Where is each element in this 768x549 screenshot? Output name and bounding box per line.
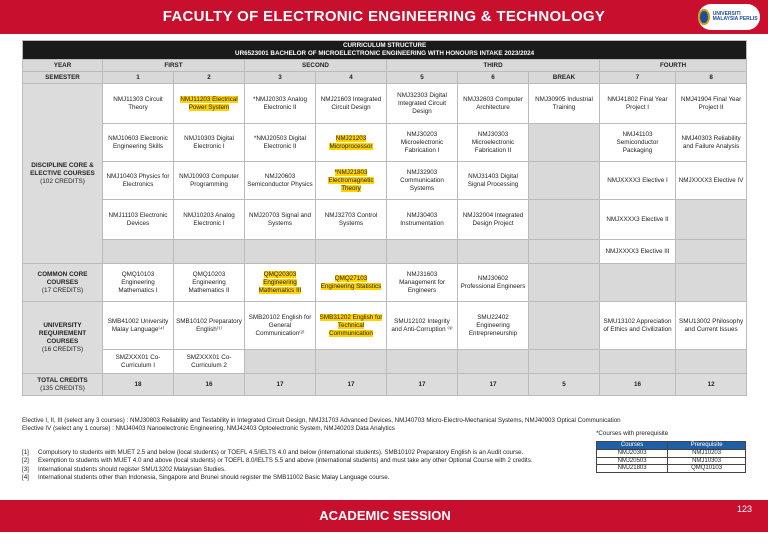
course-cell: NMJ10203 Analog Electronic I: [174, 200, 245, 240]
course-highlight-text: NMJ11203 Electrical Power System: [180, 95, 238, 111]
course-cell: *NMJ20503 Digital Electronic II: [245, 124, 316, 162]
course-cell: NMJ41103 Semiconductor Packaging: [600, 124, 676, 162]
footnote-number: [4]: [22, 474, 29, 482]
course-cell: NMJ20703 Signal and Systems: [245, 200, 316, 240]
category-credits: (102 CREDITS): [40, 177, 85, 185]
total-value: 17: [458, 374, 529, 396]
total-value: 17: [316, 374, 387, 396]
prereq-row: [597, 457, 746, 465]
course-cell: SMZXXX01 Co-Curriculum I: [103, 350, 174, 374]
table-row: [23, 162, 747, 200]
faculty-title: FACULTY OF ELECTRONIC ENGINEERING & TECHNOLOGY: [162, 8, 606, 25]
empty-cell: [529, 350, 600, 374]
course-cell: NMJ32703 Control Systems: [316, 200, 387, 240]
year-row: [23, 60, 747, 72]
course-highlight-text: *NMJ21803 Electromagnetic Theory: [328, 168, 374, 192]
course-cell: NMJ10303 Digital Electronic I: [174, 124, 245, 162]
course-cell: *NMJ20303 Analog Electronic II: [245, 84, 316, 124]
footnote: [22, 457, 582, 465]
category-university: [23, 302, 103, 374]
footnote-number: [3]: [22, 465, 29, 473]
semester-8: 8: [676, 72, 747, 84]
footnote: [22, 449, 582, 457]
prerequisite-caption: *Courses with prerequisite: [596, 430, 669, 437]
prerequisite-table: [596, 441, 746, 473]
empty-cell: [676, 350, 747, 374]
category-credits: (17 CREDITS): [41, 286, 84, 294]
course-cell-highlighted: [316, 124, 387, 162]
total-row: [23, 374, 747, 396]
empty-cell: [676, 200, 747, 240]
year-first: FIRST: [103, 60, 245, 72]
footnote-text: Exemption to students with MUET 4.0 and above (local students) or TOEFL 8.0/IELTS 5.5 and above (international students) and must take any other Optional Course with 2 credits.: [38, 457, 533, 465]
course-cell: SMB20102 English for General Communication⁽²⁾: [245, 302, 316, 350]
empty-cell: [458, 240, 529, 264]
course-cell: QMQ10103 Engineering Mathematics I: [103, 264, 174, 302]
course-cell-highlighted: [245, 264, 316, 302]
footnote-number: [2]: [22, 457, 29, 465]
curriculum-table-wrap: [22, 40, 746, 396]
total-sub: (135 CREDITS): [40, 384, 85, 392]
empty-cell: [103, 240, 174, 264]
course-cell: NMJ11103 Electronic Devices: [103, 200, 174, 240]
course-highlight-text: NMJ21203 Microprocessor: [329, 134, 373, 150]
prereq-row: [597, 465, 746, 473]
category-name: UNIVERSITY REQUIREMENT COURSES: [38, 321, 87, 345]
empty-cell: [529, 200, 600, 240]
total-value: 17: [387, 374, 458, 396]
empty-cell: [387, 240, 458, 264]
total-value: 17: [245, 374, 316, 396]
logo-text: UNIVERSITI MALAYSIA PERLIS: [712, 10, 758, 22]
curriculum-table: [22, 40, 747, 396]
course-cell: NMJ32004 Integrated Design Project: [458, 200, 529, 240]
prereq-value: NMJ10203: [668, 449, 746, 457]
empty-cell: [458, 350, 529, 374]
course-cell: NMJ20603 Semiconductor Physics: [245, 162, 316, 200]
course-cell: QMQ10203 Engineering Mathematics II: [174, 264, 245, 302]
table-title: CURRICULUM STRUCTURE: [342, 42, 427, 49]
semester-6: 6: [458, 72, 529, 84]
empty-cell: [529, 264, 600, 302]
category-name: COMMON CORE COURSES: [37, 270, 88, 286]
course-cell-highlighted: [316, 302, 387, 350]
empty-cell: [387, 350, 458, 374]
empty-cell: [600, 350, 676, 374]
year-third: THIRD: [387, 60, 600, 72]
academic-session: ACADEMIC SESSION 2023/2024: [319, 508, 451, 545]
empty-cell: [529, 302, 600, 350]
crest-icon: [698, 9, 710, 25]
prereq-header-prerequisite: Prerequisite: [668, 442, 746, 450]
course-cell: SMU13002 Philosophy and Current Issues: [676, 302, 747, 350]
course-cell: NMJ31403 Digital Signal Processing: [458, 162, 529, 200]
course-highlight-text: QMQ27103 Engineering Statistics: [320, 274, 382, 290]
year-second: SECOND: [245, 60, 387, 72]
table-row: [23, 350, 747, 374]
university-logo: [698, 4, 760, 30]
course-cell: NMJ11303 Circuit Theory: [103, 84, 174, 124]
table-row: [23, 200, 747, 240]
course-cell: NMJ31603 Management for Engineers: [387, 264, 458, 302]
total-label-cell: [23, 374, 103, 396]
footnote-text: International students should register SMU13202 Malaysian Studies.: [38, 465, 226, 473]
course-highlight-text: QMQ20303 Engineering Mathematics III: [258, 270, 302, 294]
semester-break: BREAK: [529, 72, 600, 84]
semester-1: 1: [103, 72, 174, 84]
prereq-value: NMJ10303: [668, 457, 746, 465]
course-cell: NMJ10603 Electronic Engineering Skills: [103, 124, 174, 162]
empty-cell: [316, 240, 387, 264]
prereq-course: NMJ20503: [597, 457, 668, 465]
course-cell-highlighted: [316, 162, 387, 200]
total-value: 5: [529, 374, 600, 396]
footnotes: [22, 449, 582, 483]
empty-cell: [600, 264, 676, 302]
course-cell: SMU22402 Engineering Entrepreneurship: [458, 302, 529, 350]
empty-cell: [174, 240, 245, 264]
course-cell: NMJ30905 Industrial Training: [529, 84, 600, 124]
course-cell: NMJ30303 Microelectronic Fabrication II: [458, 124, 529, 162]
semester-2: 2: [174, 72, 245, 84]
empty-cell: [529, 240, 600, 264]
course-cell: NMJ40303 Reliability and Failure Analysis: [676, 124, 747, 162]
course-cell: NMJ10903 Computer Programming: [174, 162, 245, 200]
total-value: 12: [676, 374, 747, 396]
empty-cell: [676, 264, 747, 302]
empty-cell: [245, 350, 316, 374]
footnote-number: [1]: [22, 449, 29, 456]
table-row: [23, 302, 747, 350]
total-value: 16: [174, 374, 245, 396]
empty-cell: [245, 240, 316, 264]
course-cell: SMZXXX01 Co-Curriculum 2: [174, 350, 245, 374]
footnote: [22, 466, 582, 474]
elective-line-1: Elective I, II, III (select any 3 courses) : NMJ30803 Reliability and Testability in Integrated Circuit Design, NMJ31703 Advanced Devices, NMJ40703 Micro-Electro-Mechanical Systems, NMJ40903 Optical Communication: [22, 417, 621, 424]
empty-cell: [529, 162, 600, 200]
semester-4: 4: [316, 72, 387, 84]
prereq-course: NMJ21803: [597, 465, 668, 473]
empty-cell: [676, 240, 747, 264]
course-cell: NMJ41904 Final Year Project II: [676, 84, 747, 124]
course-cell: NMJXXXX3 Elective I: [600, 162, 676, 200]
total-value: 16: [600, 374, 676, 396]
category-name: DISCIPLINE CORE & ELECTIVE COURSES: [30, 161, 95, 177]
total-value: 18: [103, 374, 174, 396]
course-cell: NMJ30602 Professional Engineers: [458, 264, 529, 302]
table-row: [23, 124, 747, 162]
table-banner: [23, 41, 747, 60]
course-highlight-text: SMB31202 English for Technical Communication: [319, 313, 383, 337]
footnote: [22, 474, 582, 482]
prereq-row: [597, 449, 746, 457]
course-cell: NMJ32303 Digital Integrated Circuit Design: [387, 84, 458, 124]
course-cell: NMJ21603 Integrated Circuit Design: [316, 84, 387, 124]
empty-cell: [529, 124, 600, 162]
course-cell: NMJ10403 Physics for Electronics: [103, 162, 174, 200]
course-cell: NMJXXXX3 Elective IV: [676, 162, 747, 200]
course-cell: NMJ32603 Computer Architecture: [458, 84, 529, 124]
semester-row: [23, 72, 747, 84]
page-number: 123: [736, 504, 752, 514]
footnote-text: International students other than Indonesia, Singapore and Brunei should register the SMB11002 Basic Malay Language course.: [38, 474, 390, 482]
year-label: YEAR: [23, 60, 103, 72]
course-cell: SMB41002 University Malay Language⁽⁴⁾: [103, 302, 174, 350]
year-fourth: FOURTH: [600, 60, 747, 72]
course-cell: SMU12102 Integrity and Anti-Corruption ⁽³⁾: [387, 302, 458, 350]
table-subtitle: UR6523001 BACHELOR OF MICROELECTRONIC ENGINEERING WITH HONOURS INTAKE 2023/2024: [235, 50, 535, 57]
category-common: [23, 264, 103, 302]
course-cell: SMU13102 Appreciation of Ethics and Civilization: [600, 302, 676, 350]
course-cell-highlighted: [174, 84, 245, 124]
table-row: [23, 84, 747, 124]
course-cell: NMJ30403 Instrumentation: [387, 200, 458, 240]
category-credits: (16 CREDITS): [41, 345, 84, 353]
prereq-header-courses: Courses: [597, 442, 668, 450]
semester-3: 3: [245, 72, 316, 84]
footnote-text: Compulsory to students with MUET 2.5 and below (local students) or TOEFL 4.5/IELTS 4.0 and below (international students). SMB10102 Preparatory English is an Audit course.: [38, 449, 524, 456]
semester-7: 7: [600, 72, 676, 84]
course-cell: NMJ32903 Communication Systems: [387, 162, 458, 200]
course-cell-highlighted: [316, 264, 387, 302]
prereq-value: QMQ10103: [668, 465, 746, 473]
course-cell: NMJXXXX3 Elective III: [600, 240, 676, 264]
table-row: [23, 264, 747, 302]
course-cell: NMJ30203 Microelectronic Fabrication I: [387, 124, 458, 162]
course-cell: NMJXXXX3 Elective II: [600, 200, 676, 240]
semester-5: 5: [387, 72, 458, 84]
empty-cell: [316, 350, 387, 374]
course-cell: SMB10102 Preparatory English⁽¹⁾: [174, 302, 245, 350]
semester-label: SEMESTER: [23, 72, 103, 84]
total-label: TOTAL CREDITS: [37, 376, 88, 384]
category-discipline: [23, 84, 103, 264]
elective-line-2: Elective IV (select any 1 course) : NMJ40403 Nanoelectronic Engineering, NMJ42403 Optoelectronic System, NMJ40203 Data Analytics: [22, 425, 395, 432]
prereq-course: NMJ20303: [597, 449, 668, 457]
course-cell: NMJ41802 Final Year Project I: [600, 84, 676, 124]
table-row: [23, 240, 747, 264]
prerequisite-header: [597, 442, 746, 450]
